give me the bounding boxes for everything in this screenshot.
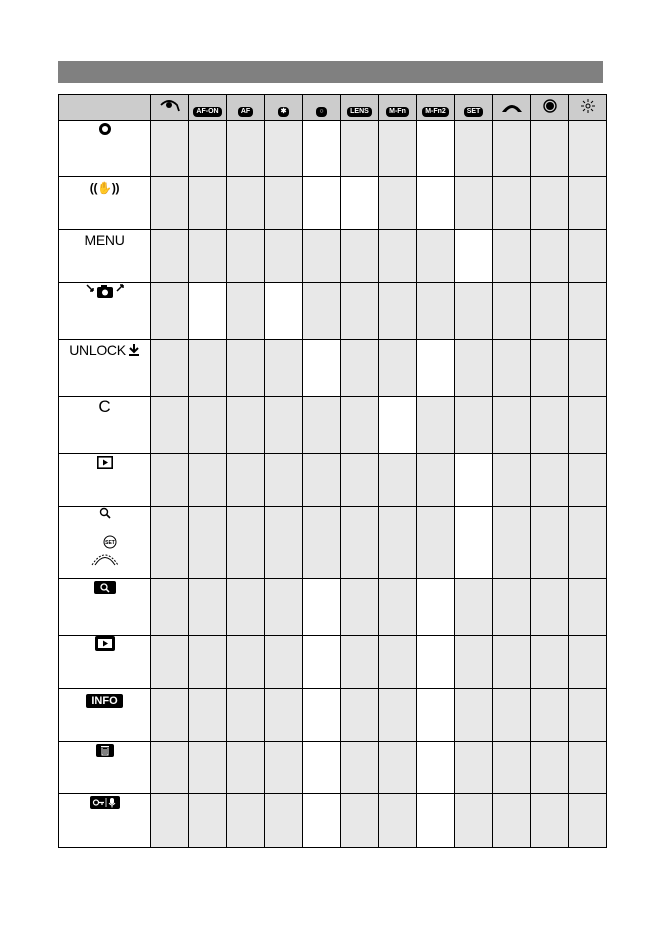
grid-cell xyxy=(265,742,303,794)
info-badge-icon: INFO xyxy=(86,694,122,708)
grid-cell xyxy=(189,794,227,848)
grid-cell xyxy=(265,579,303,636)
grid-cell xyxy=(227,636,265,689)
grid-cell xyxy=(455,121,493,177)
grid-cell xyxy=(417,689,455,742)
grid-cell xyxy=(569,794,607,848)
grid-cell xyxy=(341,230,379,283)
header-col-8 xyxy=(417,95,455,121)
playback-outline-icon xyxy=(97,456,113,469)
grid-cell xyxy=(265,794,303,848)
menu-text-icon: MENU xyxy=(84,232,125,248)
grid-cell xyxy=(531,397,569,454)
m-fn2-badge-icon: M-Fn2 xyxy=(422,107,449,117)
header-corner-cell xyxy=(59,95,151,121)
grid-cell xyxy=(265,689,303,742)
grid-cell xyxy=(189,230,227,283)
row-head-protect-voice-button xyxy=(59,794,151,848)
table-row xyxy=(59,283,607,340)
table-row xyxy=(59,636,607,689)
row-head-magnify-set-dial xyxy=(59,507,151,579)
grid-cell xyxy=(227,230,265,283)
grid-cell xyxy=(531,742,569,794)
grid-cell xyxy=(531,230,569,283)
grid-cell xyxy=(493,397,531,454)
grid-cell xyxy=(455,689,493,742)
grid-cell xyxy=(569,507,607,579)
table-row xyxy=(59,454,607,507)
grid-cell xyxy=(569,340,607,397)
grid-cell xyxy=(227,283,265,340)
magnify-badge-icon xyxy=(94,581,116,594)
grid-cell xyxy=(417,121,455,177)
grid-cell xyxy=(341,689,379,742)
grid-cell xyxy=(303,636,341,689)
grid-cell xyxy=(417,230,455,283)
grid-cell xyxy=(379,689,417,742)
grid-cell xyxy=(379,507,417,579)
grid-cell xyxy=(151,397,189,454)
grid-cell xyxy=(531,340,569,397)
grid-cell xyxy=(151,340,189,397)
grid-cell xyxy=(417,794,455,848)
row-head-menu xyxy=(59,230,151,283)
grid-cell xyxy=(151,283,189,340)
af-point-select-icon: AF xyxy=(238,107,253,117)
grid-cell xyxy=(379,742,417,794)
grid-cell xyxy=(189,454,227,507)
grid-cell xyxy=(417,283,455,340)
grid-cell xyxy=(493,794,531,848)
grid-cell xyxy=(379,121,417,177)
grid-cell xyxy=(303,794,341,848)
grid-cell xyxy=(265,340,303,397)
grid-cell xyxy=(569,742,607,794)
grid-cell xyxy=(341,579,379,636)
grid-cell xyxy=(189,283,227,340)
grid-cell xyxy=(379,397,417,454)
grid-cell xyxy=(341,283,379,340)
grid-cell xyxy=(303,397,341,454)
grid-cell xyxy=(417,177,455,230)
grid-cell xyxy=(569,689,607,742)
grid-cell xyxy=(303,454,341,507)
grid-cell xyxy=(227,579,265,636)
grid-cell xyxy=(227,177,265,230)
grid-cell xyxy=(227,121,265,177)
header-col-4 xyxy=(265,95,303,121)
grid-cell xyxy=(227,454,265,507)
grid-cell xyxy=(151,689,189,742)
grid-cell xyxy=(455,454,493,507)
table-row xyxy=(59,794,607,848)
grid-cell xyxy=(189,507,227,579)
grid-cell xyxy=(303,579,341,636)
grid-cell xyxy=(341,177,379,230)
grid-cell xyxy=(303,689,341,742)
grid-cell xyxy=(493,340,531,397)
grid-cell xyxy=(341,397,379,454)
grid-cell xyxy=(455,794,493,848)
grid-cell xyxy=(341,340,379,397)
row-head-playback-button xyxy=(59,636,151,689)
protect-voice-badge-icon xyxy=(90,796,120,809)
grid-cell xyxy=(189,636,227,689)
grid-cell xyxy=(189,579,227,636)
grid-cell xyxy=(417,636,455,689)
grid-cell xyxy=(455,177,493,230)
row-head-custom xyxy=(59,397,151,454)
grid-cell xyxy=(379,794,417,848)
grid-cell xyxy=(455,230,493,283)
grid-cell xyxy=(265,121,303,177)
grid-cell xyxy=(151,579,189,636)
set-dial-label: SET xyxy=(104,540,115,546)
grid-cell xyxy=(531,121,569,177)
image-stabilizer-icon: ((✋)) xyxy=(89,181,120,195)
grid-cell xyxy=(417,579,455,636)
title-bar xyxy=(58,61,603,83)
header-col-2 xyxy=(189,95,227,121)
grid-cell xyxy=(417,454,455,507)
header-row xyxy=(59,95,607,121)
grid-cell xyxy=(417,397,455,454)
header-col-6 xyxy=(341,95,379,121)
table-row xyxy=(59,397,607,454)
grid-cell xyxy=(417,340,455,397)
multi-controller-icon xyxy=(581,99,595,113)
grid-cell xyxy=(265,397,303,454)
grid-cell xyxy=(455,636,493,689)
row-head-playback xyxy=(59,454,151,507)
grid-cell xyxy=(379,454,417,507)
table-row xyxy=(59,689,607,742)
grid-cell xyxy=(189,177,227,230)
grid-cell xyxy=(303,230,341,283)
header-col-12 xyxy=(569,95,607,121)
grid-cell xyxy=(341,121,379,177)
grid-cell xyxy=(151,177,189,230)
grid-cell xyxy=(493,454,531,507)
grid-cell xyxy=(341,454,379,507)
unlock-icon: UNLOCK xyxy=(69,342,126,358)
grid-cell xyxy=(531,507,569,579)
grid-cell xyxy=(303,507,341,579)
magnify-icon xyxy=(99,507,111,519)
quick-control-dial-icon xyxy=(543,99,557,113)
camera-switch-icon xyxy=(85,283,125,299)
grid-cell xyxy=(531,636,569,689)
grid-cell xyxy=(379,283,417,340)
grid-cell xyxy=(189,689,227,742)
grid-cell xyxy=(531,177,569,230)
grid-cell xyxy=(493,283,531,340)
grid-cell xyxy=(569,636,607,689)
grid-cell xyxy=(379,177,417,230)
table-row xyxy=(59,121,607,177)
eye-icon xyxy=(159,99,181,113)
row-head-magnify-button xyxy=(59,579,151,636)
ae-lock-icon: ✱ xyxy=(278,107,290,117)
grid-cell xyxy=(189,742,227,794)
set-badge-icon: SET xyxy=(464,107,484,117)
grid-cell xyxy=(493,507,531,579)
grid-cell xyxy=(455,397,493,454)
grid-cell xyxy=(151,507,189,579)
grid-cell xyxy=(455,507,493,579)
grid-cell xyxy=(379,636,417,689)
grid-cell xyxy=(569,230,607,283)
header-col-11 xyxy=(531,95,569,121)
header-col-5 xyxy=(303,95,341,121)
grid-cell xyxy=(151,230,189,283)
grid-cell xyxy=(151,454,189,507)
c-letter-icon: C xyxy=(98,397,111,416)
m-fn-badge-icon: M-Fn xyxy=(386,107,409,117)
grid-cell xyxy=(417,507,455,579)
grid-cell xyxy=(227,742,265,794)
grid-cell xyxy=(379,230,417,283)
grid-cell xyxy=(531,283,569,340)
aperture-icon xyxy=(98,122,112,136)
header-col-9 xyxy=(455,95,493,121)
header-col-10 xyxy=(493,95,531,121)
grid-cell xyxy=(569,397,607,454)
grid-cell xyxy=(493,579,531,636)
row-head-erase-button xyxy=(59,742,151,794)
grid-cell xyxy=(189,397,227,454)
grid-cell xyxy=(227,397,265,454)
grid-cell xyxy=(455,742,493,794)
grid-cell xyxy=(265,177,303,230)
grid-cell xyxy=(151,742,189,794)
grid-cell xyxy=(569,177,607,230)
grid-cell xyxy=(265,230,303,283)
header-col-1 xyxy=(151,95,189,121)
grid-cell xyxy=(493,177,531,230)
grid-cell xyxy=(493,121,531,177)
grid-cell xyxy=(569,579,607,636)
row-head-unlock xyxy=(59,340,151,397)
table-row xyxy=(59,742,607,794)
grid-cell xyxy=(341,794,379,848)
grid-cell xyxy=(569,283,607,340)
table-row xyxy=(59,507,607,579)
grid-cell xyxy=(227,794,265,848)
row-head-camera-switch xyxy=(59,283,151,340)
grid-cell xyxy=(493,742,531,794)
row-head-aperture xyxy=(59,121,151,177)
grid-cell xyxy=(531,579,569,636)
row-head-info-button xyxy=(59,689,151,742)
table-row xyxy=(59,579,607,636)
table-row xyxy=(59,177,607,230)
grid-cell xyxy=(341,636,379,689)
playback-badge-icon xyxy=(95,636,115,651)
row-head-image-stabilizer xyxy=(59,177,151,230)
dof-preview-icon: ○ xyxy=(316,107,326,117)
grid-cell xyxy=(227,507,265,579)
grid-cell xyxy=(151,121,189,177)
download-arrow-icon xyxy=(128,344,140,356)
lens-badge-icon: LENS xyxy=(347,107,372,117)
grid-cell xyxy=(265,283,303,340)
grid-cell xyxy=(569,454,607,507)
grid-cell xyxy=(379,340,417,397)
header-col-7 xyxy=(379,95,417,121)
grid-cell xyxy=(265,636,303,689)
grid-cell xyxy=(455,283,493,340)
af-on-badge-icon: AF-ON xyxy=(193,107,221,117)
header-col-3 xyxy=(227,95,265,121)
grid-cell xyxy=(531,794,569,848)
grid-cell xyxy=(569,121,607,177)
grid-cell xyxy=(531,454,569,507)
grid-cell xyxy=(227,689,265,742)
grid-cell xyxy=(493,230,531,283)
grid-cell xyxy=(303,177,341,230)
grid-cell xyxy=(379,579,417,636)
grid-cell xyxy=(303,121,341,177)
grid-cell xyxy=(151,636,189,689)
grid-cell xyxy=(455,579,493,636)
grid-cell xyxy=(265,454,303,507)
table-row xyxy=(59,340,607,397)
grid-cell xyxy=(341,742,379,794)
table-row xyxy=(59,230,607,283)
grid-cell xyxy=(151,794,189,848)
grid-cell xyxy=(493,689,531,742)
grid-cell xyxy=(265,507,303,579)
grid-cell xyxy=(303,340,341,397)
grid-cell xyxy=(303,742,341,794)
grid-cell xyxy=(189,121,227,177)
grid-cell xyxy=(303,283,341,340)
grid-cell xyxy=(227,340,265,397)
grid-cell xyxy=(493,636,531,689)
table-body xyxy=(59,121,607,848)
grid-cell xyxy=(341,507,379,579)
grid-cell xyxy=(531,689,569,742)
grid-cell xyxy=(189,340,227,397)
grid-cell xyxy=(455,340,493,397)
grid-cell xyxy=(417,742,455,794)
function-assignment-table xyxy=(58,94,607,848)
main-dial-icon xyxy=(500,101,524,113)
erase-badge-icon xyxy=(96,744,114,757)
set-dial-icon xyxy=(90,535,120,567)
